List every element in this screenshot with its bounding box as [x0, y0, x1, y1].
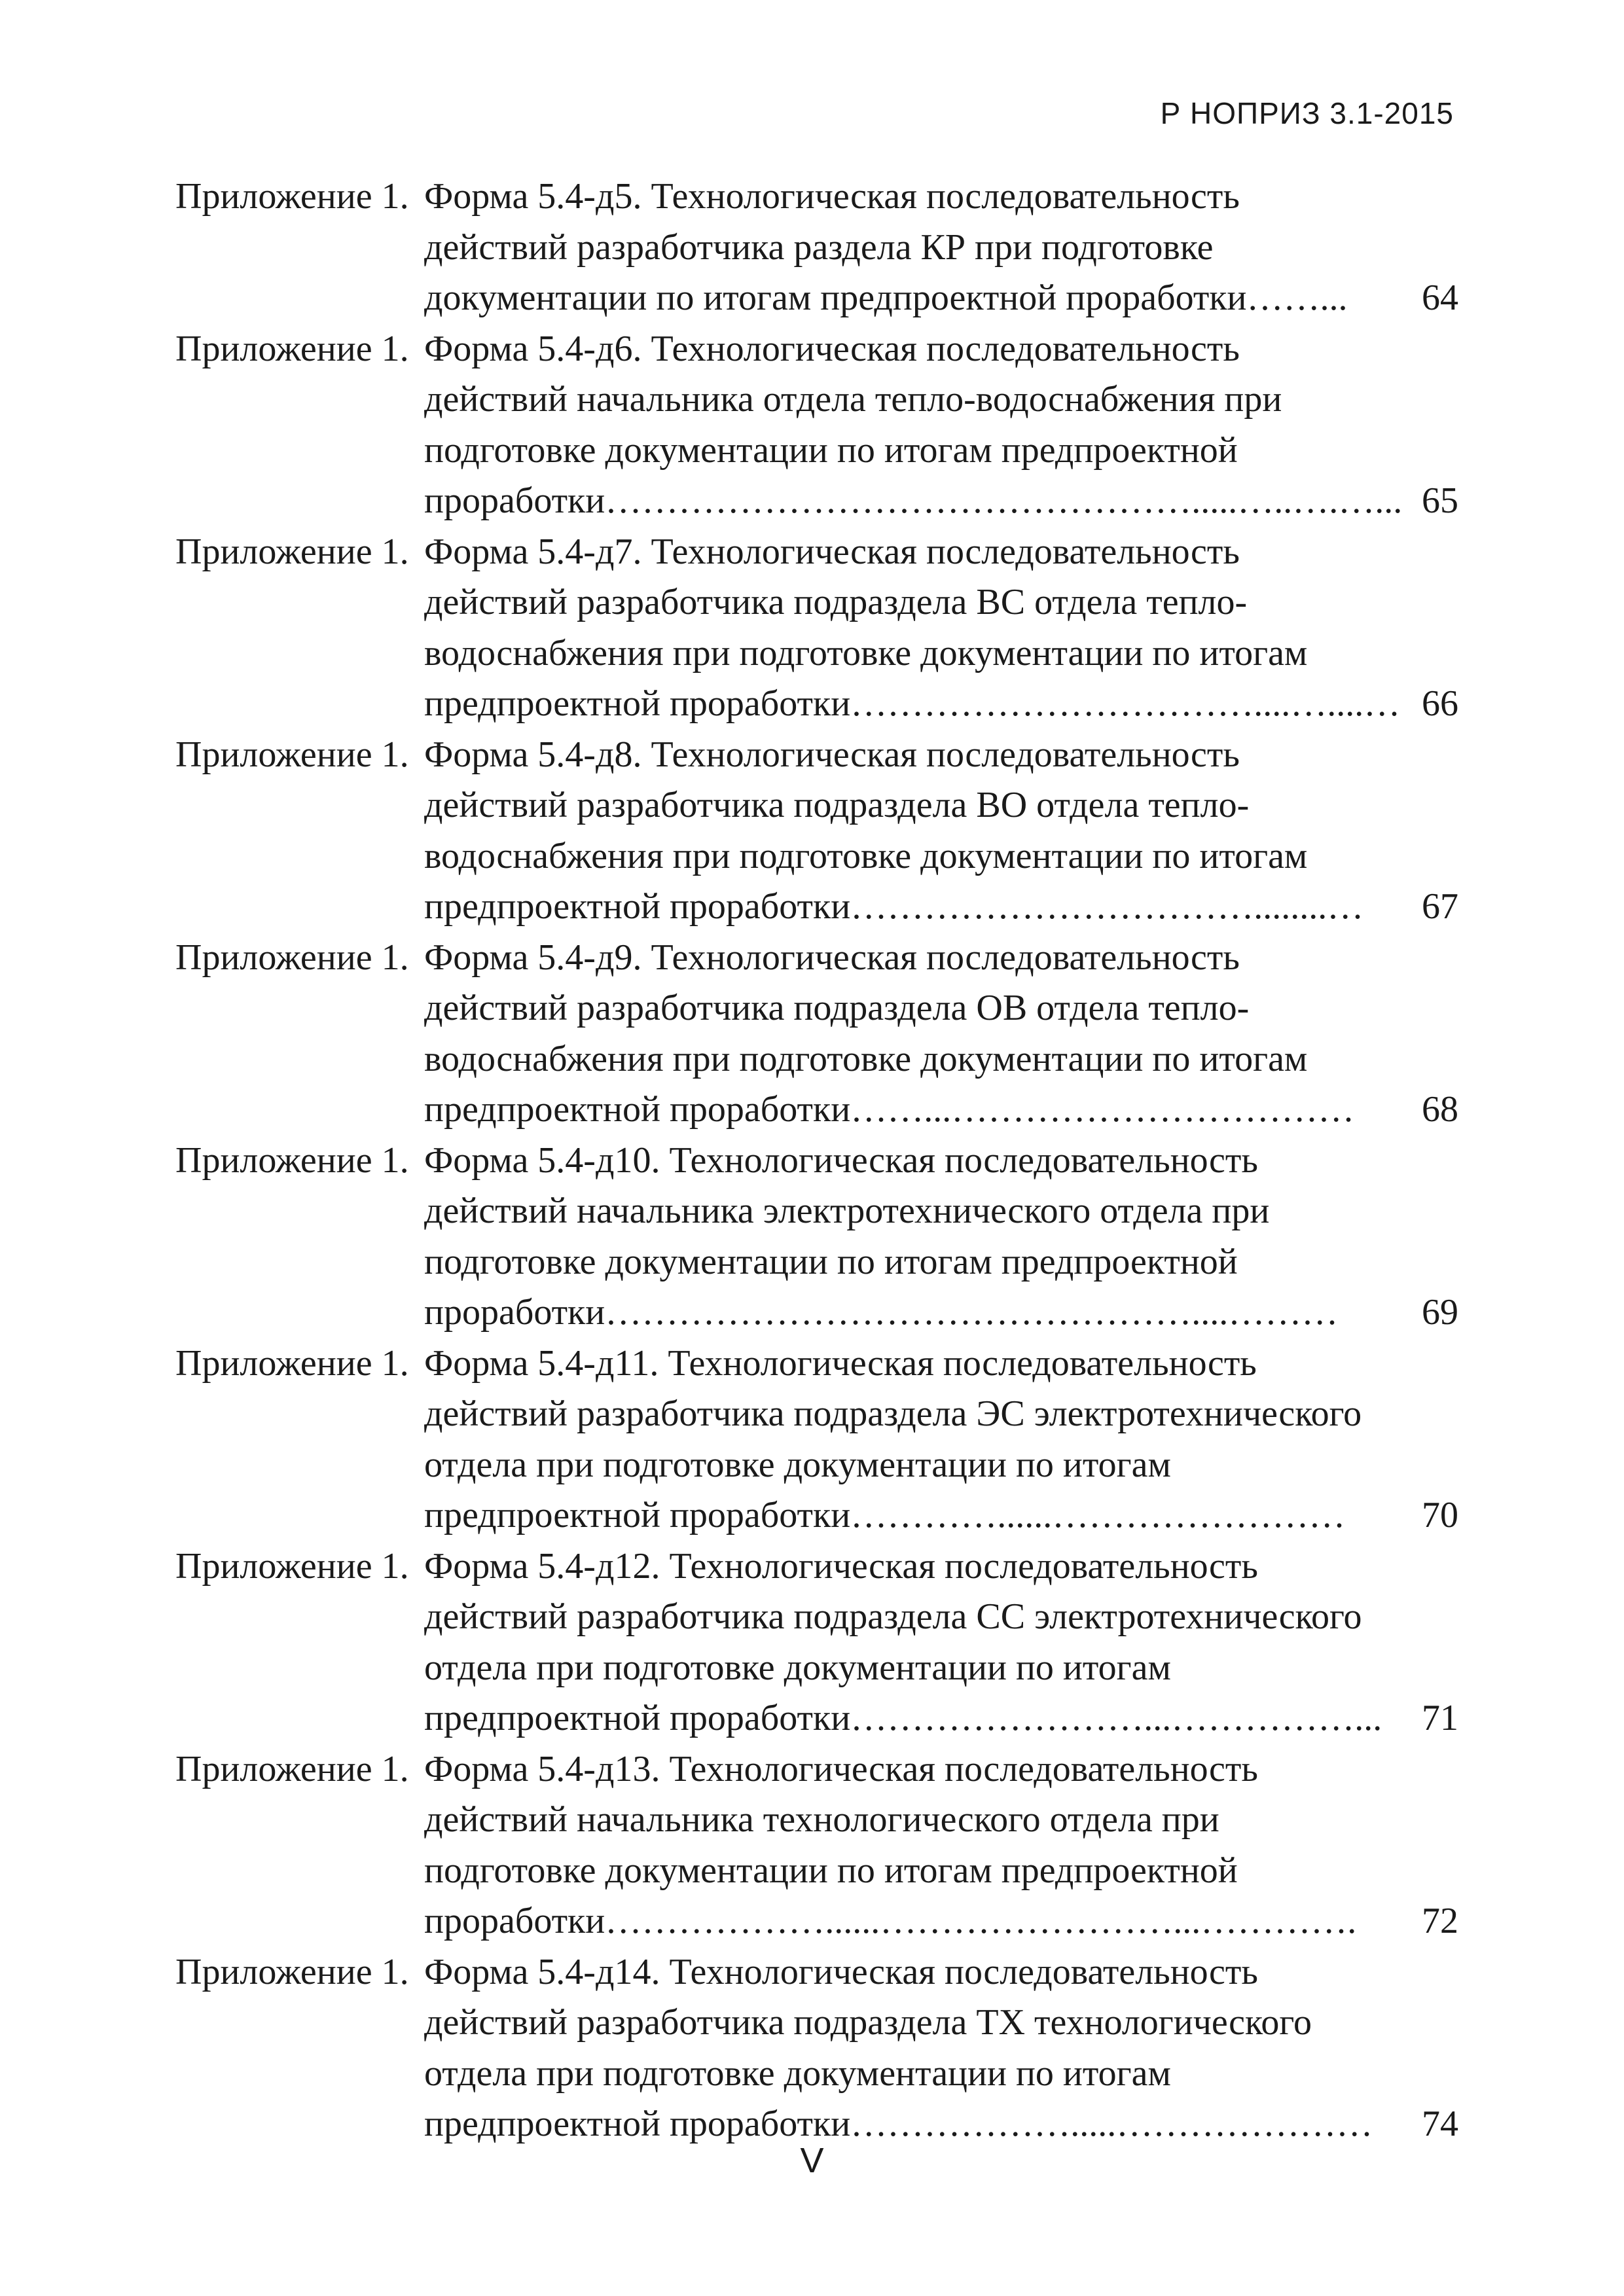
toc-entry-line: предпроектной проработки……………………………........… [424, 886, 1364, 927]
toc-entry-last-line [424, 1490, 1458, 1541]
toc-entry-line: отдела при подготовке документации по итогам [424, 2053, 1171, 2094]
toc-page-number: 74 [1422, 2104, 1458, 2144]
toc-page-number: 68 [1422, 1089, 1458, 1130]
toc-entry-line: действий разработчика подраздела ВС отдела тепло- [424, 582, 1248, 622]
toc-entry-prefix: Приложение 1. [175, 531, 409, 572]
toc-entry-prefix: Приложение 1. [175, 1951, 409, 1992]
toc-entry-line: предпроектной проработки……...…………………………… [424, 1089, 1355, 1130]
toc-entry-prefix: Приложение 1. [175, 1545, 409, 1587]
toc-entry-line: Форма 5.4-д11. Технологическая последовательность [424, 1342, 1257, 1384]
toc-entry-line: проработки………………………………………….....…..….…... [424, 480, 1403, 521]
toc-entry-line: документации по итогам предпроектной проработки……... [424, 278, 1348, 318]
toc-entry[interactable] [175, 324, 1458, 527]
toc-entry-prefix: Приложение 1. [175, 1342, 409, 1384]
toc-entry-line: действий разработчика подраздела ВО отдела тепло- [424, 785, 1250, 825]
toc-entry-line: Форма 5.4-д14. Технологическая последовательность [424, 1951, 1258, 1992]
toc-entry-last-line [424, 1896, 1458, 1947]
toc-entry-last-line [424, 679, 1458, 730]
toc-page-number: 67 [1422, 886, 1458, 927]
toc-entry-line: проработки………………......……………………...…………. [424, 1901, 1357, 1941]
toc-entry[interactable] [175, 1338, 1458, 1541]
toc-entry-prefix: Приложение 1. [175, 176, 409, 217]
toc-entry-line: действий разработчика раздела КР при подготовке [424, 226, 1214, 268]
toc-entry[interactable] [175, 933, 1458, 1136]
toc-entry-line: водоснабжения при подготовке документации по итогам [424, 835, 1308, 876]
toc-entry-line: действий разработчика подраздела ТХ технологического [424, 2002, 1312, 2043]
toc-entry-last-line [424, 476, 1458, 527]
toc-entry-line: Форма 5.4-д10. Технологическая последовательность [424, 1139, 1258, 1181]
toc-entry[interactable] [175, 730, 1458, 933]
toc-entry-line: отдела при подготовке документации по итогам [424, 1647, 1171, 1688]
toc-entry-line: предпроектной проработки……………………………....…....… [424, 683, 1401, 724]
toc-page-number: 70 [1422, 1495, 1458, 1535]
toc-entry-line: проработки…………………………………………....……… [424, 1292, 1339, 1333]
toc-entry-last-line [424, 882, 1458, 933]
toc-entry[interactable] [175, 1136, 1458, 1338]
toc-entry-last-line [424, 1287, 1458, 1338]
toc-entry-last-line [424, 1085, 1458, 1136]
toc-entry-line: Форма 5.4-д13. Технологическая последовательность [424, 1748, 1258, 1789]
toc-entry-line: предпроектной проработки……………….....………………… [424, 2104, 1373, 2144]
toc-entry-line: действий разработчика подраздела СС электротехнического [424, 1596, 1362, 1637]
toc-entry-last-line [424, 273, 1458, 324]
toc-entry-prefix: Приложение 1. [175, 937, 409, 978]
toc-entry[interactable] [175, 171, 1458, 324]
toc-entry-prefix: Приложение 1. [175, 1139, 409, 1181]
toc-entry-line: водоснабжения при подготовке документации по итогам [424, 1038, 1308, 1079]
toc-entry-line: подготовке документации по итогам предпроектной [424, 1241, 1238, 1282]
toc-entry-line: подготовке документации по итогам предпроектной [424, 429, 1238, 471]
toc-entry-line: Форма 5.4-д7. Технологическая последовательность [424, 531, 1240, 572]
toc-entry[interactable] [175, 1541, 1458, 1744]
toc-entry-prefix: Приложение 1. [175, 328, 409, 369]
toc-entry-line: Форма 5.4-д5. Технологическая последовательность [424, 176, 1240, 217]
toc-entry-line: Форма 5.4-д12. Технологическая последовательность [424, 1545, 1258, 1587]
toc-page-number: 71 [1422, 1698, 1458, 1738]
page-number-footer: V [800, 2141, 824, 2180]
toc-entry-line: предпроектной проработки…………......…………………… [424, 1495, 1346, 1535]
toc-page-number: 66 [1422, 683, 1458, 724]
toc-page-number: 72 [1422, 1901, 1458, 1941]
toc-entry-line: действий разработчика подраздела ЭС электротехнического [424, 1393, 1362, 1434]
toc-entry[interactable] [175, 1947, 1458, 2150]
toc-entry-prefix: Приложение 1. [175, 1748, 409, 1789]
table-of-contents [175, 171, 1458, 2150]
toc-page-number: 64 [1422, 278, 1458, 318]
toc-entry-line: водоснабжения при подготовке документации по итогам [424, 632, 1308, 673]
toc-entry-line: действий начальника электротехнического отдела при [424, 1191, 1270, 1231]
toc-entry[interactable] [175, 1744, 1458, 1947]
toc-entry-line: действий разработчика подраздела ОВ отдела тепло- [424, 988, 1250, 1028]
toc-entry-line: Форма 5.4-д8. Технологическая последовательность [424, 734, 1240, 775]
document-code: Р НОПРИЗ 3.1-2015 [1160, 96, 1454, 130]
toc-entry-line: Форма 5.4-д9. Технологическая последовательность [424, 937, 1240, 978]
toc-page-number: 69 [1422, 1292, 1458, 1333]
toc-entry-line: действий начальника отдела тепло-водоснабжения при [424, 379, 1282, 420]
toc-entry-line: подготовке документации по итогам предпроектной [424, 1850, 1238, 1891]
toc-entry-line: Форма 5.4-д6. Технологическая последовательность [424, 328, 1240, 369]
toc-page-number: 65 [1422, 480, 1458, 521]
toc-entry[interactable] [175, 527, 1458, 730]
toc-entry-line: отдела при подготовке документации по итогам [424, 1444, 1171, 1485]
toc-entry-prefix: Приложение 1. [175, 734, 409, 775]
toc-entry-line: действий начальника технологического отдела при [424, 1799, 1219, 1840]
toc-entry-last-line [424, 1693, 1458, 1744]
toc-entry-line: предпроектной проработки……………………...……………... [424, 1698, 1382, 1738]
